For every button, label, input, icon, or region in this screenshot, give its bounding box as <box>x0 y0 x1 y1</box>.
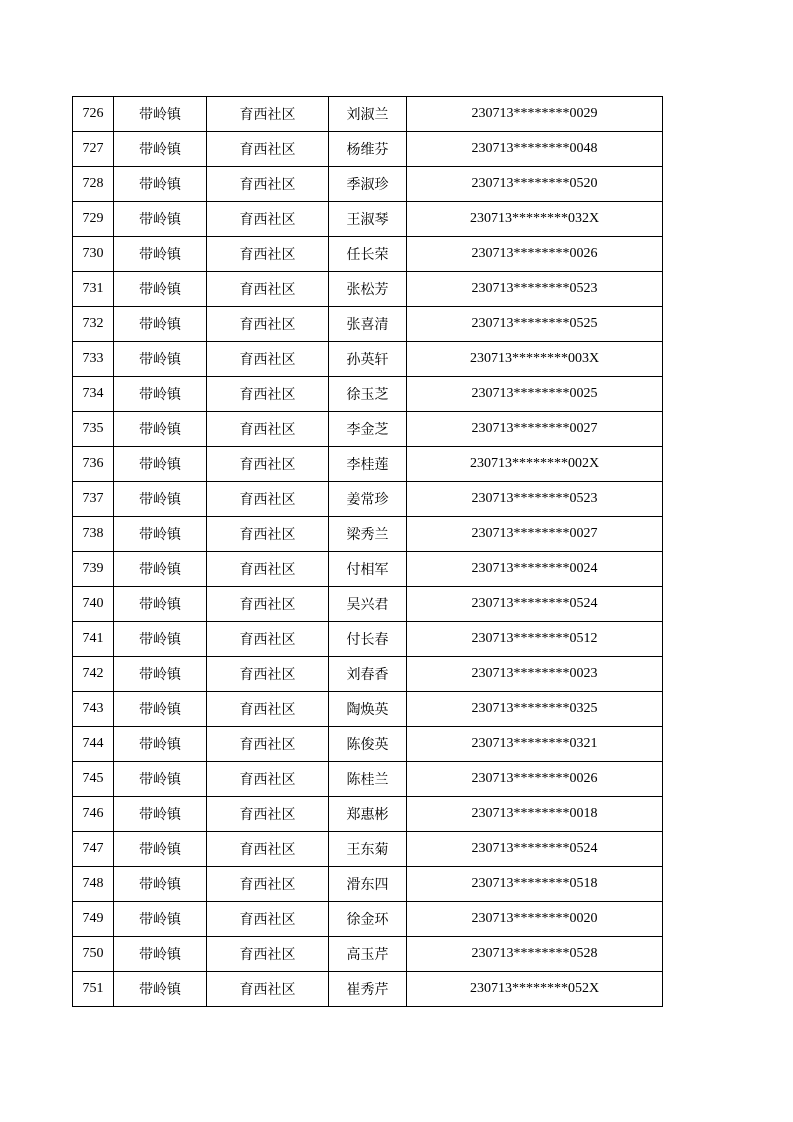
cell-town: 带岭镇 <box>114 237 207 272</box>
cell-id-number: 230713********0523 <box>407 272 663 307</box>
cell-id-number: 230713********0528 <box>407 937 663 972</box>
cell-community: 育西社区 <box>207 377 329 412</box>
cell-serial-number: 726 <box>73 97 114 132</box>
cell-id-number: 230713********0524 <box>407 832 663 867</box>
cell-community: 育西社区 <box>207 587 329 622</box>
cell-person-name: 刘春香 <box>329 657 407 692</box>
cell-id-number: 230713********0024 <box>407 552 663 587</box>
cell-serial-number: 749 <box>73 902 114 937</box>
cell-id-number: 230713********0512 <box>407 622 663 657</box>
cell-town: 带岭镇 <box>114 972 207 1007</box>
cell-person-name: 姜常珍 <box>329 482 407 517</box>
cell-town: 带岭镇 <box>114 97 207 132</box>
cell-town: 带岭镇 <box>114 937 207 972</box>
cell-community: 育西社区 <box>207 482 329 517</box>
cell-community: 育西社区 <box>207 447 329 482</box>
cell-person-name: 任长荣 <box>329 237 407 272</box>
cell-town: 带岭镇 <box>114 377 207 412</box>
table-row <box>73 377 663 412</box>
cell-town: 带岭镇 <box>114 482 207 517</box>
table-row <box>73 972 663 1007</box>
cell-serial-number: 738 <box>73 517 114 552</box>
cell-community: 育西社区 <box>207 202 329 237</box>
table-row <box>73 832 663 867</box>
cell-id-number: 230713********0027 <box>407 412 663 447</box>
cell-town: 带岭镇 <box>114 412 207 447</box>
cell-person-name: 崔秀芹 <box>329 972 407 1007</box>
cell-community: 育西社区 <box>207 342 329 377</box>
cell-person-name: 付长春 <box>329 622 407 657</box>
cell-id-number: 230713********0025 <box>407 377 663 412</box>
cell-person-name: 陈俊英 <box>329 727 407 762</box>
cell-serial-number: 751 <box>73 972 114 1007</box>
cell-community: 育西社区 <box>207 692 329 727</box>
cell-person-name: 李桂莲 <box>329 447 407 482</box>
cell-town: 带岭镇 <box>114 622 207 657</box>
cell-person-name: 王淑琴 <box>329 202 407 237</box>
cell-serial-number: 736 <box>73 447 114 482</box>
cell-community: 育西社区 <box>207 867 329 902</box>
cell-serial-number: 747 <box>73 832 114 867</box>
cell-person-name: 徐玉芝 <box>329 377 407 412</box>
cell-id-number: 230713********0524 <box>407 587 663 622</box>
cell-person-name: 刘淑兰 <box>329 97 407 132</box>
table-row <box>73 797 663 832</box>
cell-serial-number: 750 <box>73 937 114 972</box>
cell-community: 育西社区 <box>207 657 329 692</box>
table-row <box>73 307 663 342</box>
cell-id-number: 230713********0020 <box>407 902 663 937</box>
cell-town: 带岭镇 <box>114 447 207 482</box>
cell-serial-number: 742 <box>73 657 114 692</box>
cell-town: 带岭镇 <box>114 867 207 902</box>
cell-community: 育西社区 <box>207 902 329 937</box>
cell-town: 带岭镇 <box>114 552 207 587</box>
cell-community: 育西社区 <box>207 832 329 867</box>
cell-town: 带岭镇 <box>114 307 207 342</box>
cell-id-number: 230713********0027 <box>407 517 663 552</box>
cell-town: 带岭镇 <box>114 342 207 377</box>
cell-town: 带岭镇 <box>114 587 207 622</box>
cell-community: 育西社区 <box>207 762 329 797</box>
cell-serial-number: 735 <box>73 412 114 447</box>
cell-id-number: 230713********0321 <box>407 727 663 762</box>
cell-id-number: 230713********0029 <box>407 97 663 132</box>
cell-serial-number: 734 <box>73 377 114 412</box>
cell-community: 育西社区 <box>207 727 329 762</box>
cell-person-name: 孙英轩 <box>329 342 407 377</box>
table-row <box>73 412 663 447</box>
cell-id-number: 230713********003X <box>407 342 663 377</box>
cell-town: 带岭镇 <box>114 692 207 727</box>
cell-town: 带岭镇 <box>114 272 207 307</box>
roster-table-body <box>73 97 663 1007</box>
cell-community: 育西社区 <box>207 517 329 552</box>
cell-person-name: 徐金环 <box>329 902 407 937</box>
cell-person-name: 高玉芹 <box>329 937 407 972</box>
cell-community: 育西社区 <box>207 937 329 972</box>
table-row <box>73 482 663 517</box>
cell-serial-number: 733 <box>73 342 114 377</box>
cell-community: 育西社区 <box>207 97 329 132</box>
table-row <box>73 727 663 762</box>
table-row <box>73 237 663 272</box>
table-row <box>73 902 663 937</box>
cell-serial-number: 732 <box>73 307 114 342</box>
cell-person-name: 滑东四 <box>329 867 407 902</box>
cell-town: 带岭镇 <box>114 902 207 937</box>
cell-serial-number: 748 <box>73 867 114 902</box>
cell-id-number: 230713********0325 <box>407 692 663 727</box>
table-row <box>73 97 663 132</box>
table-row <box>73 132 663 167</box>
cell-serial-number: 737 <box>73 482 114 517</box>
cell-person-name: 吴兴君 <box>329 587 407 622</box>
table-row <box>73 762 663 797</box>
cell-community: 育西社区 <box>207 167 329 202</box>
cell-id-number: 230713********0518 <box>407 867 663 902</box>
cell-community: 育西社区 <box>207 237 329 272</box>
cell-id-number: 230713********002X <box>407 447 663 482</box>
cell-person-name: 李金芝 <box>329 412 407 447</box>
cell-community: 育西社区 <box>207 797 329 832</box>
table-row <box>73 342 663 377</box>
cell-town: 带岭镇 <box>114 832 207 867</box>
cell-serial-number: 744 <box>73 727 114 762</box>
cell-town: 带岭镇 <box>114 202 207 237</box>
cell-id-number: 230713********0048 <box>407 132 663 167</box>
table-row <box>73 517 663 552</box>
cell-community: 育西社区 <box>207 972 329 1007</box>
cell-town: 带岭镇 <box>114 517 207 552</box>
cell-person-name: 梁秀兰 <box>329 517 407 552</box>
cell-serial-number: 740 <box>73 587 114 622</box>
cell-community: 育西社区 <box>207 132 329 167</box>
cell-person-name: 王东菊 <box>329 832 407 867</box>
table-row <box>73 692 663 727</box>
cell-serial-number: 739 <box>73 552 114 587</box>
cell-id-number: 230713********0026 <box>407 762 663 797</box>
table-row <box>73 937 663 972</box>
table-row <box>73 272 663 307</box>
cell-person-name: 张松芳 <box>329 272 407 307</box>
cell-id-number: 230713********0023 <box>407 657 663 692</box>
cell-community: 育西社区 <box>207 307 329 342</box>
table-row <box>73 447 663 482</box>
cell-community: 育西社区 <box>207 272 329 307</box>
table-row <box>73 167 663 202</box>
cell-community: 育西社区 <box>207 552 329 587</box>
cell-town: 带岭镇 <box>114 132 207 167</box>
cell-town: 带岭镇 <box>114 797 207 832</box>
table-row <box>73 552 663 587</box>
cell-person-name: 张喜清 <box>329 307 407 342</box>
cell-id-number: 230713********032X <box>407 202 663 237</box>
cell-serial-number: 730 <box>73 237 114 272</box>
cell-town: 带岭镇 <box>114 762 207 797</box>
cell-id-number: 230713********0018 <box>407 797 663 832</box>
cell-serial-number: 745 <box>73 762 114 797</box>
cell-town: 带岭镇 <box>114 657 207 692</box>
table-row <box>73 587 663 622</box>
table-row <box>73 622 663 657</box>
cell-person-name: 郑惠彬 <box>329 797 407 832</box>
cell-id-number: 230713********0525 <box>407 307 663 342</box>
cell-id-number: 230713********0520 <box>407 167 663 202</box>
cell-town: 带岭镇 <box>114 167 207 202</box>
table-row <box>73 202 663 237</box>
cell-serial-number: 728 <box>73 167 114 202</box>
cell-community: 育西社区 <box>207 622 329 657</box>
cell-serial-number: 746 <box>73 797 114 832</box>
cell-community: 育西社区 <box>207 412 329 447</box>
cell-id-number: 230713********052X <box>407 972 663 1007</box>
cell-person-name: 付相军 <box>329 552 407 587</box>
cell-person-name: 陈桂兰 <box>329 762 407 797</box>
table-row <box>73 657 663 692</box>
cell-serial-number: 743 <box>73 692 114 727</box>
roster-table <box>72 96 663 1007</box>
cell-person-name: 季淑珍 <box>329 167 407 202</box>
cell-id-number: 230713********0026 <box>407 237 663 272</box>
cell-town: 带岭镇 <box>114 727 207 762</box>
cell-person-name: 陶焕英 <box>329 692 407 727</box>
cell-person-name: 杨维芬 <box>329 132 407 167</box>
cell-serial-number: 741 <box>73 622 114 657</box>
cell-serial-number: 729 <box>73 202 114 237</box>
cell-serial-number: 731 <box>73 272 114 307</box>
cell-id-number: 230713********0523 <box>407 482 663 517</box>
table-row <box>73 867 663 902</box>
cell-serial-number: 727 <box>73 132 114 167</box>
